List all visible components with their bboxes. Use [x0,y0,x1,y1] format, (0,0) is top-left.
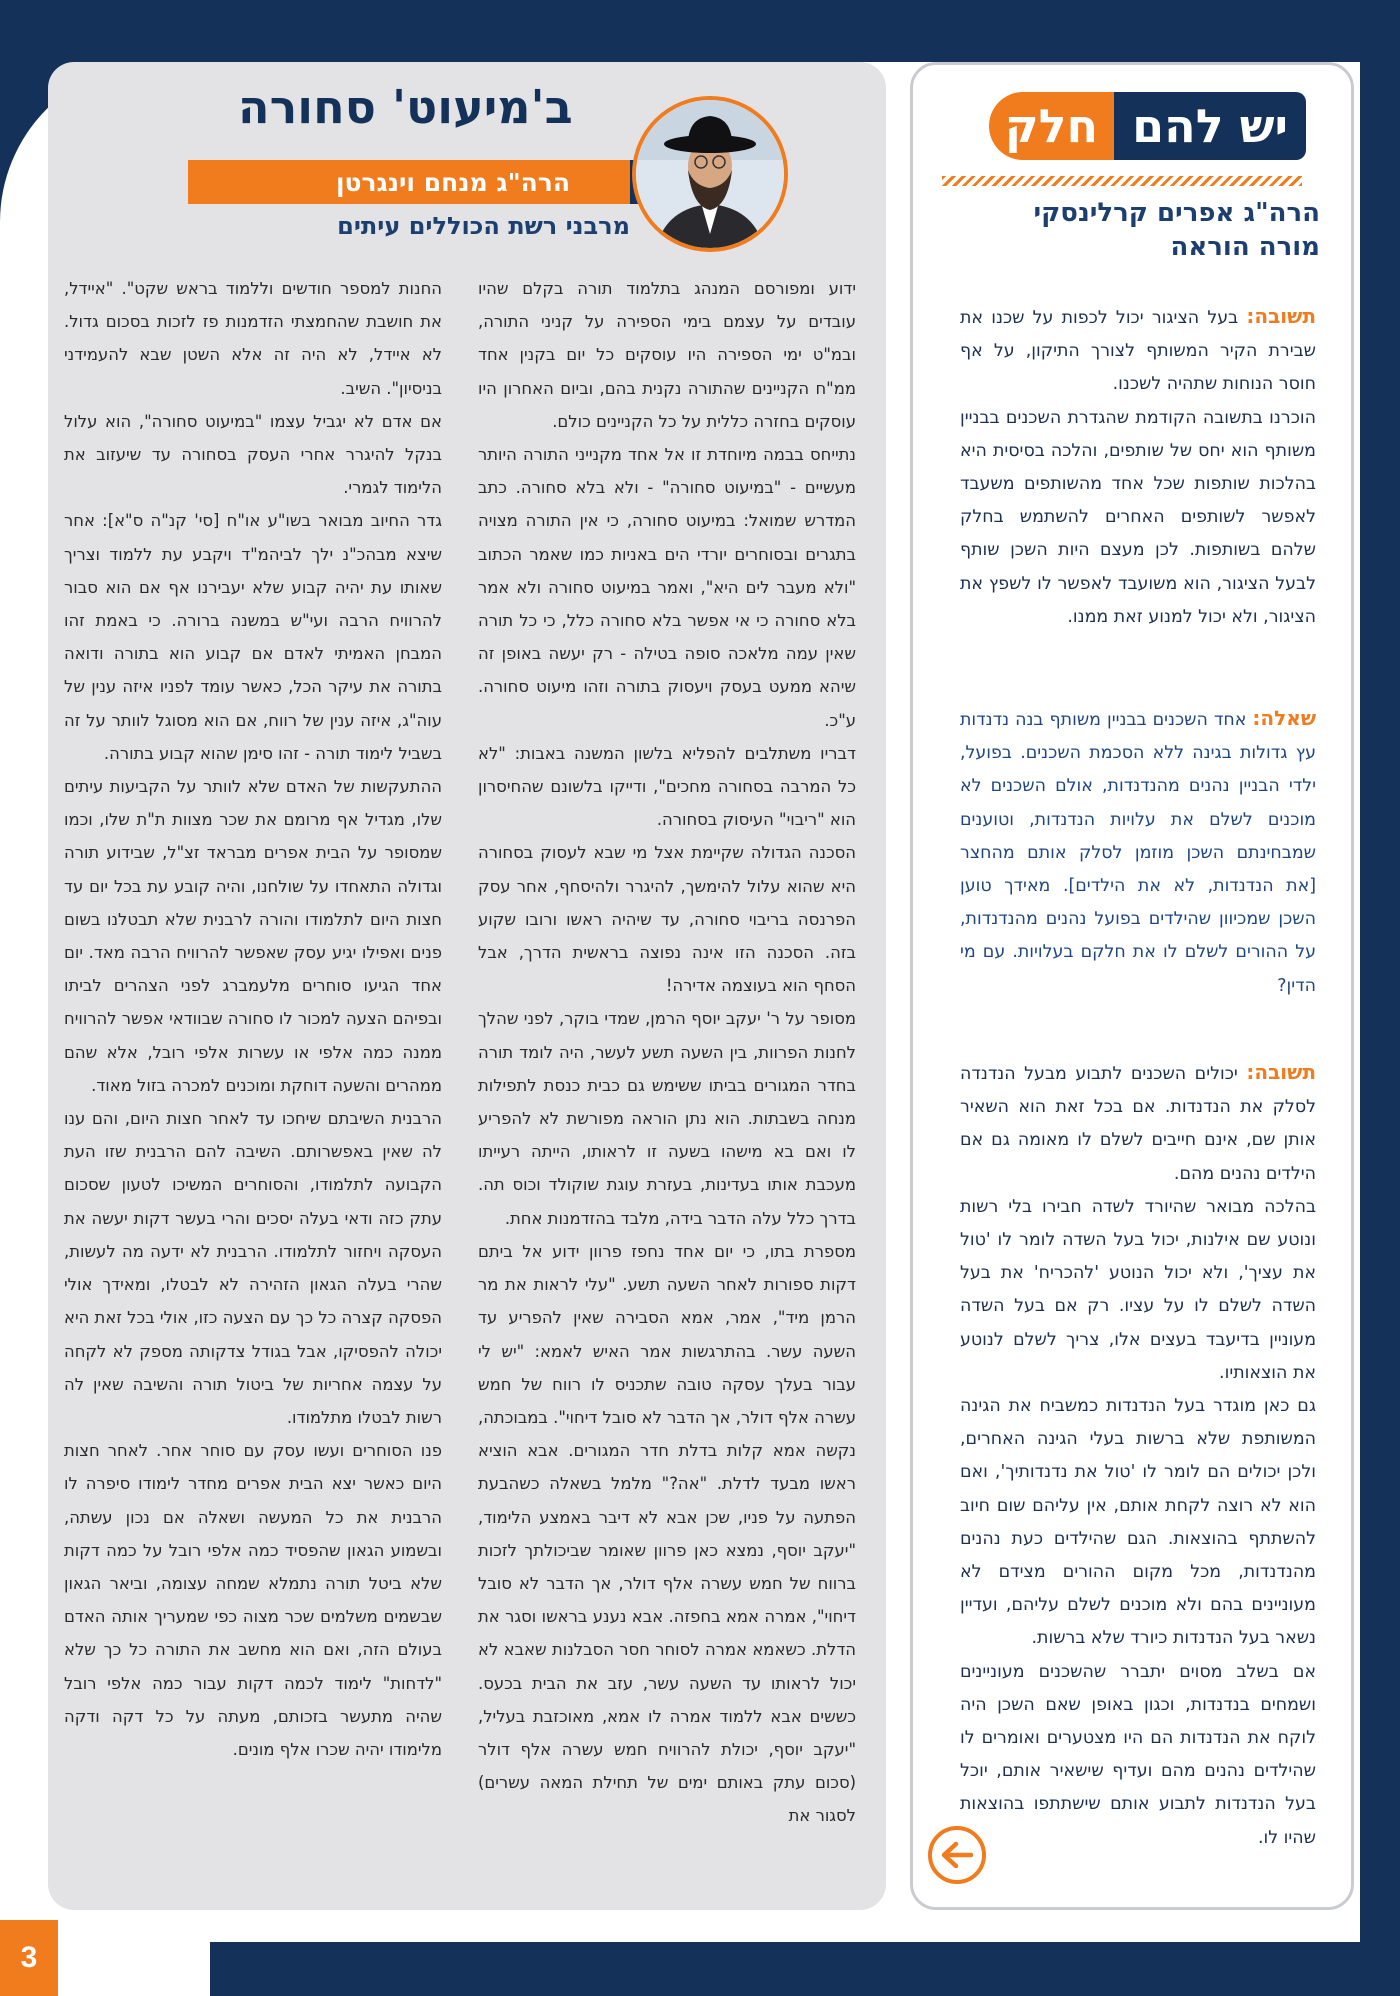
qa-author [960,196,1320,264]
article-author-role: מרבני רשת הכוללים עיתים [337,212,630,240]
col1-paragraph: מספרת בתו, כי יום אחד נחפז פרוון ידוע אל ביתם דקות ספורות לאחר השעה תשע. "עלי לראות את מר הרמן מיד", אמר, אמא הסבירה שאין להפריע עד השעה עשר. בהתרגשות אמר האיש לאמא: "יש לי עבור בעלך עסקה טובה שתכניס לו רווח של חמש עשרה אלף דולר, אך הדבר לא סובל דיחוי". במבוכתה, נקשה אמא קלות בדלת חדר המגורים. אבא הוציא ראשו מבעד לדלת. "אה?" מלמל בשאלה כשהבעת הפתעה על פניו, שכן אבא לא דיבר באמצע הלימוד, "יעקב יוסף, נמצא כאן פרוון שאומר שביכולתך לזכות ברווח של חמש עשרה אלף דולר, אך הדבר לא סובל דיחוי", אמרה אמא בחפזה. אבא נענע בראשו וסגר את הדלת. כשאמא אמרה לסוחר חסר הסבלנות שאבא לא יכול לראותו עד השעה עשר, עזב את הבית בכעס. כששים אבא ללמוד אמרה לו אמא, מאוכזבת בעליל, "יעקב יוסף, יכולת להרוויח חמש עשרה אלף דולר (סכום עתק באותם ימים של תחילת המאה עשרים) לסגור את [478,1241,856,1826]
answer-2-body-1: בהלכה מבואר שהיורד לשדה חבירו בלי רשות ונוטע שם אילנות, יכול בעל השדה לומר לו 'טול את עציך', ולא יכול הנוטע 'להכריח' את בעל השדה לשלם לו על עציו. רק אם בעל השדה מעוניין בדיעבד בעצים אלו, צריך לשלם לנוטע את הוצאותיו. [960,1196,1316,1383]
answer-1-label: תשובה: [1246,304,1316,328]
decorative-stripes [942,176,1302,186]
question [960,702,1316,1003]
answer-1 [960,300,1316,634]
article-author: הרה"ג מנחם וינגרטן [188,160,638,204]
col2-paragraph: גדר החיוב מבואר בשו"ע או"ח [סי' קנ"ה ס"א]: אחר שיצא מבהכ"נ ילך לביהמ"ד ויקבע עת ללמוד וצריך שאותו עת יהיה קבוע שלא יעבירנו אף אם הוא סבור להרוויח הרבה ועי"ש במשנה ברורה. כי באמת זהו המבחן האמיתי לאדם אם קבוע הוא בתורה ודואה בתורה את עיקר הכל, כאשר עומד לפניו איזה ענין של עוה"ג, איזה ענין של רווח, אם הוא מסוגל לוותר על זה בשביל לימוד תורה - זהו סימן שהוא קבוע בתורה. [64,511,442,763]
col2-paragraph: החנות למספר חודשים וללמוד בראש שקט". "איידל, את חושבת שהחמצתי הזדמנות פז לזכות בסכום גדול. לא איידל, לא היה זה אלא השטן שבא להעמידני בניסיון". השיב. [64,279,442,398]
article-title: ב'מיעוט' סחורה [238,80,573,134]
question-text: אחד השכנים בבניין משותף בנה נדנדות עץ גדולות בגינה ללא הסכמת השכנים. בפועל, ילדי הבניין נהנים מהנדנדות, אולם השכנים לא מוכנים לשלם את עלויות הנדנדות, וטוענים שמבחינתם השכן מוזמן לסלק אותם מהחצר [את הנדנדות, לא את הילדים]. מאידך טוען השכן שמכיוון שהילדים בפועל נהנים מהנדנדות, על ההורים לשלם לו את חלקם בעלויות. עם מי הדין? [960,710,1316,996]
answer-2-intro: יכולים השכנים לתבוע מבעל הנדנדה לסלק את הנדנדות. אם בכל זאת הוא השאיר אותן שם, אינם חייבים לשלם לו מאומה גם אם הילדים נהנים מהם. [960,1064,1316,1184]
arrow-left-circle-icon[interactable] [928,1826,986,1884]
answer-1-body: הוכרנו בתשובה הקודמת שהגדרת השכנים בבניין משותף הוא יחס של שותפים, והלכה בסיסית היא בהלכות שותפות שכל אחד מהשותפים משעבד לאפשר לשותפים האחרים להשתמש בחלק שלהם בשותפות. לכן מעצם היות השכן שותף לבעל הציגור, הוא משועבד לאפשר לו לשפץ את הציגור, ולא יכול למנוע זאת ממנו. [960,407,1316,627]
col2-paragraph: ההתעקשות של האדם שלא לוותר על הקביעות עיתים שלו, מגדיל אף מרומם את שכר מצוות ת"ת שלו, וכמו שמסופר על הבית אפרים מבראד זצ"ל, שבידוע תורה וגדולה התאחדו על שולחנו, והיה קובע עת בכל יום עד חצות היום לתלמודו והורה לרבנית שלא תבטלנו בשום פנים ואפילו יגיע עסק שאפשר להרוויח הרבה מאד. יום אחד הגיעו סוחרים מלעמברג לפני הצהרים לביתו ובפיהם הצעה למכור לו סחורה שבוודאי אפשר להרוויח ממנה כמה אלפי או עשרות אלפי רובל, אלא שהם ממהרים והשעה דוחקת ומוכנים למכרה בזול מאוד. [64,777,442,1095]
col2-paragraph: אם אדם לא יגביל עצמו "במיעוט סחורה", הוא עלול בנקל להיגרר אחרי העסק בסחורה עד שיעזוב את הלימוד לגמרי. [64,411,442,498]
page-number: 3 [0,1920,58,1996]
col1-paragraph: ידוע ומפורסם המנהג בתלמוד תורה בקלם שהיו עובדים על עצמם בימי הספירה על קניני התורה, ובמ"ט ימי הספירה היו עוסקים כל יום בקנין אחד ממ"ח הקניינים שהתורה נקנית בהם, וביום האחרון היו עוסקים בחזרה כללית על כל הקניינים כולם. [478,279,856,431]
rabbi-portrait [632,96,788,252]
qa-author-role: מורה הוראה [1170,232,1320,262]
qa-author-name: הרה"ג אפרים קרלינסקי [1033,198,1320,228]
col1-paragraph: הסכנה הגדולה שקיימת אצל מי שבא לעסוק בסחורה היא שהוא עלול להימשך, להיגרר ולהיסחף, אחר עסק הפרנסה בריבוי סחורה, עד שיהיה ראשו ורובו שקוע בזה. הסכנה הזו אינה נפוצה בראשית הדרך, אבל הסחף הוא בעוצמה אדירה! [478,843,856,996]
col2-paragraph: פנו הסוחרים ועשו עסק עם סוחר אחר. לאחר חצות היום כאשר יצא הבית אפרים מחדר לימודו סיפרה לו הרבנית את כל המעשה ושאלה אם נכון עשתה, ובשמוע הגאון שהפסיד כמה אלפי רובל על כמה דקות שלא ביטל תורה נתמלא שמחה עצומה, וביאר הגאון שבשמים משלמים שכר מצוה כפי שמעריך אותה האדם בעולם הזה, ואם הוא מחשב את התורה כל כך שלא "לדחות" לימוד לכמה דקות עבור כמה אלפי רובל שהיה מתעשר בזכותם, מעתה על כל דקה ודקה מלימודו יהיה שכרו אלף מונים. [64,1441,442,1759]
answer-2 [960,1056,1316,1855]
article-column-1 [478,272,856,1898]
col1-paragraph: מסופר על ר' יעקב יוסף הרמן, שמדי בוקר, לפני שהלך לחנות הפרוות, בין השעה תשע לעשר, היה לומד תורה בחדר המגורים בביתו ששימש גם כבית כנסת לתפילות מנחה בשבתות. הוא נתן הוראה מפורשת לא להפריע לו ואם בא מישהו בשעה זו לראותו, הייתה רעייתו מעכבת אותו בעדינות, בעזרת עוגת שוקולד וכוס תה. בדרך כלל עלה הדבר בידה, מלבד בהזדמנות אחת. [478,1009,856,1228]
article-column-2 [64,272,442,1898]
col1-paragraph: דבריו משתלבים להפליא בלשון המשנה באבות: "לא כל המרבה בסחורה מחכים", ודייקו בלשונם שהחיסרון הוא "ריבוי" העיסוק בסחורה. [478,743,856,830]
qa-title [934,92,1306,160]
answer-2-label: תשובה: [1246,1060,1316,1084]
col2-paragraph: הרבנית השיבתם שיחכו עד לאחר חצות היום, והם ענו לה שאין באפשרותם. השיבה להם הרבנית שזו העת הקבועה לתלמודו, והסוחרים המשיכו לטעון שסכום עתק כזה ודאי בעלה יסכים והרי בעשר דקות יעשה את העסקה ויחזור לתלמודו. הרבנית לא ידעה מה לעשות, שהרי בעלה הגאון הזהירה לא לבטלו, ומאידך אולי הפסקה קצרה כל כך עם הצעה כזו, אולי בכל זאת היא יכולה להפסיקו, אבל בגודל צדקותה מספק לא לקחה על עצמה אחריות של ביטול תורה והשיבה שאין לה רשות לבטלו מתלמודו. [64,1109,442,1427]
answer-2-body-3: אם בשלב מסוים יתברר שהשכנים מעוניינים ושמחים בנדנדות, וכגון באופן שאם השכן היה לוקח את הנדנדות הם היו מצטערים ואומרים לו שהילדים נהנים מהם ועדיף שישאיר אותם, יוכל בעל הנדנדות לתבוע אותם שישתתפו בהוצאות שהיו לו. [960,1661,1316,1848]
answer-2-body-2: גם כאן מוגדר בעל הנדנדות כמשביח את הגינה המשותפת שלא ברשות בעלי הגינה האחרים, ולכן יכולים הם לומר לו 'טול את נדנדותיך', ואם הוא לא רוצה לקחת אותם, אין עליהם שום חיוב להשתתף בהוצאות. הגם שהילדים כעת נהנים מהנדנדות, מכל מקום ההורים מצידם לא מעוניינים בהם ולא מוכנים לשלם עליהם, ועדיין נשאר בעל הנדנדות כיורד שלא ברשות. [960,1396,1316,1649]
qa-title-part2: חלק [989,92,1114,160]
col1-paragraph: נתייחס בבמה מיוחדת זו אל אחד מקנייני התורה היותר מעשיים - "במיעוט סחורה" - ולא בלא סחורה. כתב המדרש שמואל: במיעוט סחורה, כי אין התורה מצויה בתגרים ובסוחרים יורדי הים באניות כמו שאמר הכתוב "ולא מעבר לים היא", ואמר במיעוט סחורה ולא אמר בלא סחורה כי אי אפשר בלא סחורה כלל, כי כל תורה שאין עמה מלאכה סופה בטילה - רק יעשה באופן זה שיהא ממעט בעסק ויעסוק בתורה וזהו מיעוט סחורה. ע"כ. [478,445,856,730]
question-label: שאלה: [1252,706,1316,730]
answer-1-intro: בעל הציגור יכול לכפות על שכנו את שבירת הקיר המשותף לצורך התיקון, על אף חוסר הנוחות שתהיה לשכנו. [960,308,1316,395]
qa-title-part1: יש להם [1114,92,1306,160]
